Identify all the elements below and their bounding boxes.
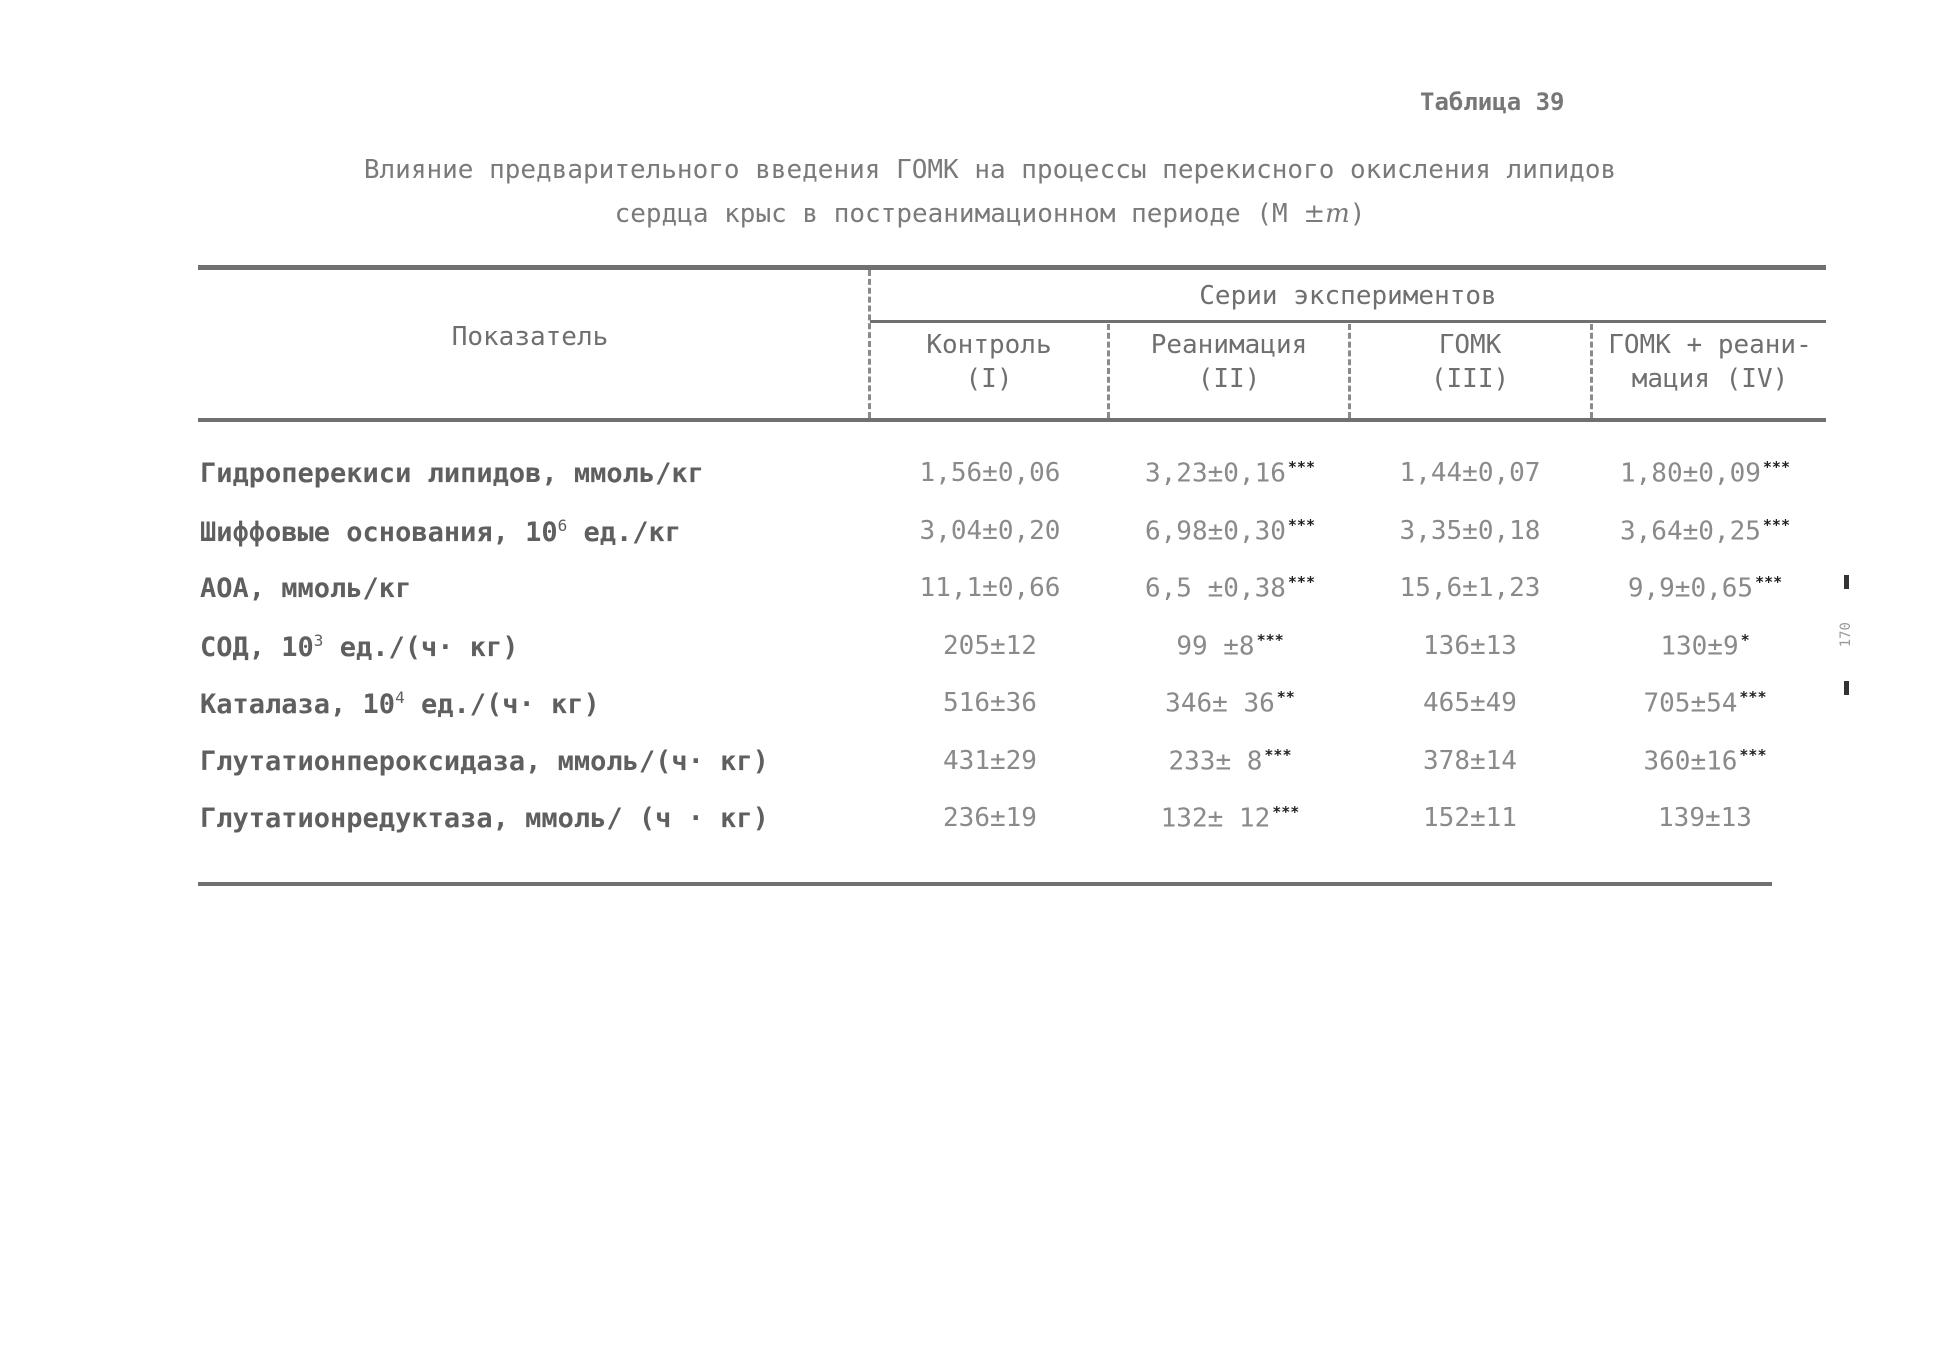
table-cell	[1355, 688, 1585, 718]
header-column-ghb-resuscitation-line-1: ГОМК + реани-	[1608, 330, 1812, 360]
table-cell	[1590, 573, 1820, 604]
table-cell	[1590, 516, 1820, 547]
table-top-rule	[198, 265, 1826, 270]
row-label	[200, 803, 769, 834]
significance-marker: ***	[1739, 688, 1767, 706]
cell-value: 236±19	[943, 803, 1037, 833]
row-label-exponent: 6	[557, 516, 568, 535]
cell-value: 360±16	[1643, 746, 1738, 777]
cell-value: 15,6±1,23	[1399, 573, 1541, 603]
table-cell	[1590, 746, 1820, 777]
row-label-unit: ед./кг	[567, 517, 682, 548]
header-series-group: Серии экспериментов	[1199, 281, 1497, 311]
header-column-ghb	[1352, 328, 1588, 396]
cell-value: 99 ±8	[1176, 631, 1255, 662]
margin-dash-bottom	[1844, 681, 1849, 695]
cell-value: 705±54	[1643, 688, 1738, 719]
table-bottom-rule	[198, 882, 1772, 886]
cell-value: 6,5 ±0,38	[1145, 573, 1286, 604]
table-cell	[1355, 803, 1585, 833]
cell-value: 11,1±0,66	[919, 573, 1061, 603]
row-label	[200, 573, 411, 604]
title-line-1: Влияние предварительного введения ГОМК на процессы перекисного окисления липидов	[363, 155, 1617, 185]
series-group-rule	[870, 320, 1826, 323]
cell-value: 136±13	[1423, 631, 1517, 661]
table-cell	[1355, 746, 1585, 776]
table-cell	[1115, 631, 1345, 662]
header-column-control-line-2: (I)	[965, 364, 1013, 394]
header-column-resuscitation-line-1: Реанимация	[1150, 330, 1308, 360]
cell-value: 139±13	[1658, 803, 1752, 833]
row-label-text: Гидроперекиси липидов, ммоль/кг	[200, 458, 704, 489]
cell-value: 346± 36	[1165, 688, 1275, 719]
table-cell	[1115, 688, 1345, 719]
title-line-2-prefix: сердца крыс в постреанимационном периоде (М	[614, 199, 1304, 229]
table-cell	[875, 803, 1105, 833]
header-column-ghb-resuscitation-line-2: мация (IV)	[1631, 364, 1789, 394]
table-header-rule	[198, 418, 1826, 422]
cell-value: 516±36	[943, 688, 1037, 718]
cell-value: 3,64±0,25	[1620, 516, 1761, 547]
header-column-resuscitation-line-2: (II)	[1197, 364, 1261, 394]
header-column-control	[872, 328, 1106, 396]
row-label-exponent: 3	[313, 631, 324, 650]
cell-value: 233± 8	[1168, 746, 1263, 777]
table-label: Таблица 39	[1420, 88, 1565, 116]
table-cell	[875, 688, 1105, 718]
significance-marker: ***	[1287, 573, 1315, 591]
significance-marker: ***	[1287, 516, 1315, 534]
column-separator-3	[1590, 324, 1593, 418]
significance-marker: ***	[1272, 803, 1300, 821]
significance-marker: ***	[1762, 516, 1790, 534]
table-cell	[875, 631, 1105, 661]
cell-value: 152±11	[1423, 803, 1517, 833]
cell-value: 3,35±0,18	[1399, 516, 1541, 546]
row-label	[200, 458, 704, 489]
significance-marker: ***	[1739, 746, 1767, 764]
header-column-resuscitation	[1111, 328, 1347, 396]
table-cell	[1355, 458, 1585, 488]
table-cell	[875, 746, 1105, 776]
significance-marker: ***	[1762, 458, 1790, 476]
title-line-2-suffix: )	[1349, 199, 1366, 229]
table-cell	[1590, 688, 1820, 719]
row-label	[200, 688, 600, 720]
page-margin-mark	[1840, 575, 1852, 695]
table-cell	[875, 458, 1105, 488]
title-mean-error-symbol: ±m	[1303, 199, 1350, 229]
row-label	[200, 746, 769, 777]
row-label-text: Глутатионпероксидаза, ммоль/(ч· кг)	[200, 746, 769, 777]
title-line-2	[200, 192, 1780, 236]
cell-value: 1,44±0,07	[1399, 458, 1541, 488]
page-number: 170	[1838, 622, 1854, 648]
table-cell	[1115, 803, 1345, 834]
column-separator-2	[1348, 324, 1351, 418]
row-label-text: АОА, ммоль/кг	[200, 573, 412, 604]
row-label	[200, 631, 519, 663]
significance-marker: *	[1740, 631, 1750, 649]
cell-value: 1,80±0,09	[1620, 458, 1761, 489]
row-label-unit: ед./(ч· кг)	[404, 689, 600, 720]
table-cell	[1355, 573, 1585, 603]
cell-value: 3,04±0,20	[919, 516, 1061, 546]
cell-value: 9,9±0,65	[1627, 573, 1754, 604]
row-label-text: Глутатионредуктаза, ммоль/ (ч · кг)	[200, 803, 769, 834]
cell-value: 1,56±0,06	[919, 458, 1061, 488]
significance-marker: ***	[1264, 746, 1292, 764]
table-cell	[875, 573, 1105, 603]
row-label-text: Шиффовые основания, 10	[200, 517, 558, 548]
margin-dash-top	[1844, 575, 1849, 589]
cell-value: 431±29	[943, 746, 1037, 776]
significance-marker: ***	[1256, 631, 1284, 649]
table-cell	[1590, 803, 1820, 833]
table-cell	[1115, 458, 1345, 489]
column-separator-1	[1107, 324, 1110, 418]
table-cell	[1115, 516, 1345, 547]
table-title	[200, 148, 1780, 236]
header-column-ghb-resuscitation	[1594, 328, 1826, 396]
cell-value: 465±49	[1423, 688, 1517, 718]
row-label-text: СОД, 10	[200, 632, 314, 663]
header-column-ghb-line-1: ГОМК	[1438, 330, 1502, 360]
significance-marker: ***	[1755, 573, 1783, 591]
significance-marker: **	[1276, 688, 1295, 706]
table-cell	[1355, 516, 1585, 546]
table-cell	[1590, 458, 1820, 489]
cell-value: 205±12	[943, 631, 1037, 661]
row-label	[200, 516, 681, 548]
table-cell	[1115, 573, 1345, 604]
header-indicator: Показатель	[451, 322, 609, 352]
cell-value: 6,98±0,30	[1145, 516, 1286, 547]
table-cell	[1590, 631, 1820, 662]
cell-value: 130±9	[1660, 631, 1739, 662]
row-label-unit: ед./(ч· кг)	[323, 632, 519, 663]
cell-value: 132± 12	[1160, 803, 1271, 834]
table-cell	[875, 516, 1105, 546]
header-column-ghb-line-2: (III)	[1430, 364, 1510, 394]
cell-value: 378±14	[1423, 746, 1517, 776]
table-cell	[1355, 631, 1585, 661]
significance-marker: ***	[1287, 458, 1315, 476]
cell-value: 3,23±0,16	[1145, 458, 1286, 489]
row-label-exponent: 4	[395, 688, 405, 707]
table-cell	[1115, 746, 1345, 777]
row-label-text: Каталаза, 10	[200, 689, 396, 720]
header-column-control-line-1: Контроль	[926, 330, 1052, 360]
